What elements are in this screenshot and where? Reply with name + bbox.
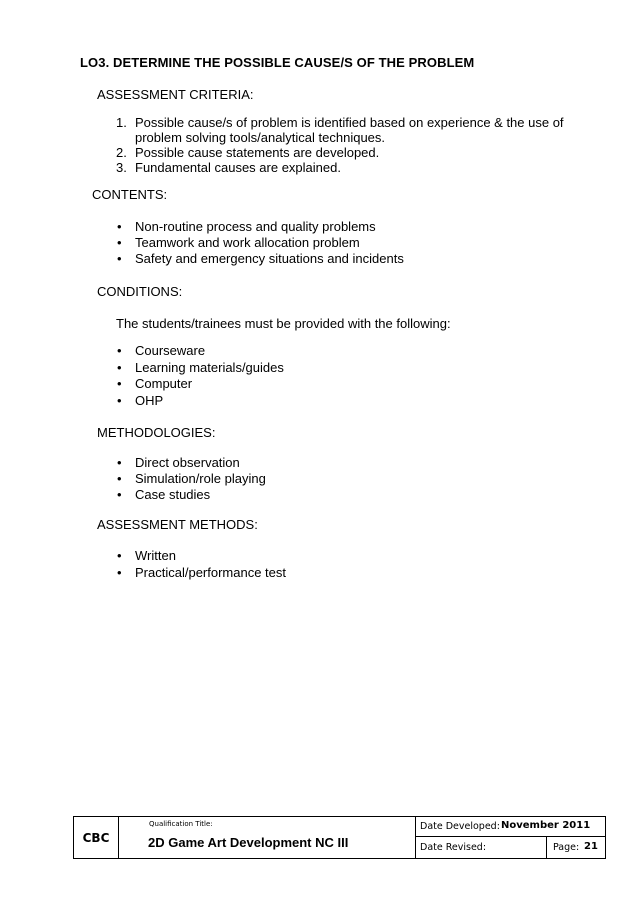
list-item: Computer	[135, 376, 193, 391]
qualification-title: 2D Game Art Development NC III	[148, 835, 349, 850]
list-item: Case studies	[135, 487, 211, 502]
date-developed-row	[416, 817, 605, 837]
bullet: •	[117, 219, 122, 234]
conditions-title: CONDITIONS:	[97, 284, 183, 299]
bullet: •	[117, 235, 122, 250]
bullet: •	[117, 360, 122, 375]
date-developed-label: Date Developed:	[420, 821, 500, 832]
criteria-text: Possible cause statements are developed.	[135, 145, 380, 160]
criteria-number: 2.	[116, 145, 127, 160]
footer-qualification-cell	[119, 817, 416, 858]
contents-title: CONTENTS:	[92, 187, 168, 202]
date-revised-row	[416, 837, 605, 858]
list-item: Practical/performance test	[135, 565, 287, 580]
conditions-intro: The students/trainees must be provided with the following:	[116, 316, 451, 331]
methodologies-title: METHODOLOGIES:	[97, 425, 216, 440]
list-item: Courseware	[135, 343, 206, 358]
criteria-text: problem solving tools/analytical techniques.	[135, 130, 386, 145]
bullet: •	[117, 487, 122, 502]
list-item: Learning materials/guides	[135, 360, 284, 375]
page-number-cell	[546, 837, 605, 858]
list-item: Direct observation	[135, 455, 240, 470]
list-item: Non-routine process and quality problems	[135, 219, 376, 234]
criteria-number: 1.	[116, 115, 127, 130]
footer-dates-cell	[416, 817, 605, 858]
bullet: •	[117, 393, 122, 408]
date-developed-value: November 2011	[501, 820, 591, 831]
footer-table	[73, 816, 606, 859]
bullet: •	[117, 343, 122, 358]
footer-org: CBC	[74, 817, 119, 858]
criteria-text: Possible cause/s of problem is identified based on experience & the use of	[135, 115, 564, 130]
assessment-methods-title: ASSESSMENT METHODS:	[97, 517, 258, 532]
qualification-label: Qualification Title:	[149, 820, 213, 828]
page-heading: LO3. DETERMINE THE POSSIBLE CAUSE/S OF THE PROBLEM	[80, 55, 475, 70]
list-item: OHP	[135, 393, 164, 408]
criteria-text: Fundamental causes are explained.	[135, 160, 341, 175]
bullet: •	[117, 455, 122, 470]
assessment-criteria-title: ASSESSMENT CRITERIA:	[97, 87, 254, 102]
list-item: Safety and emergency situations and incidents	[135, 251, 404, 266]
list-item: Simulation/role playing	[135, 471, 266, 486]
page-label: Page:	[553, 842, 580, 853]
bullet: •	[117, 471, 122, 486]
bullet: •	[117, 251, 122, 266]
bullet: •	[117, 548, 122, 563]
bullet: •	[117, 565, 122, 580]
list-item: Teamwork and work allocation problem	[135, 235, 360, 250]
page-number: 21	[584, 841, 598, 852]
date-revised-label: Date Revised:	[420, 842, 487, 853]
list-item: Written	[135, 548, 176, 563]
bullet: •	[117, 376, 122, 391]
criteria-number: 3.	[116, 160, 127, 175]
